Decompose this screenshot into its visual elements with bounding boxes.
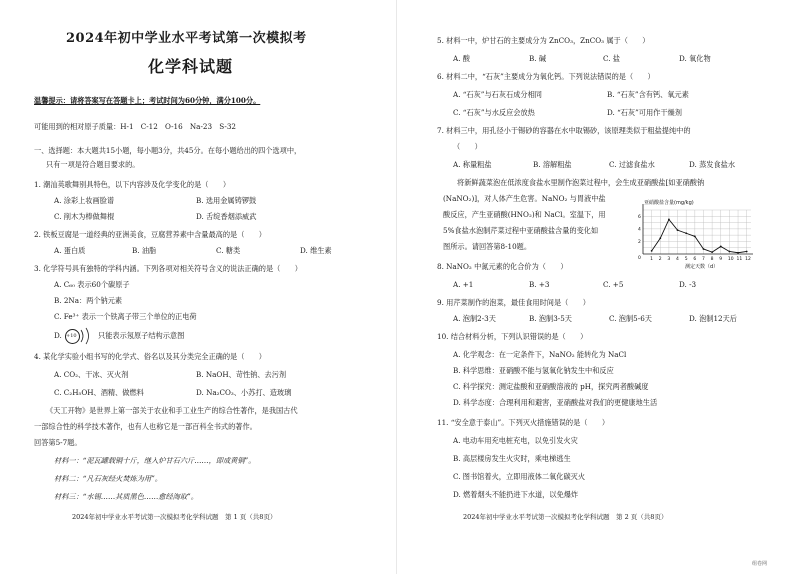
chart-data-point (746, 251, 748, 253)
chart-data-point (685, 232, 687, 234)
neon-atom-diagram (64, 326, 94, 346)
passage2-line-5: 图所示。请回答第8-10题。 (443, 242, 532, 251)
question-6-stem: 6. 材料二中，“石灰”主要成分为氧化钙。下列说法错误的是（ ） (437, 72, 655, 81)
question-8-option-c: C. +5 (603, 280, 624, 289)
question-5-option-a: A. 酸 (453, 54, 470, 63)
question-3-option-d-label: D. (54, 331, 62, 340)
chart-x-tick-label: 1 (650, 257, 654, 262)
question-7-option-a: A. 称量粗盐 (453, 160, 492, 169)
passage2-line-2: (NaNO₂)]，对人体产生危害。NaNO₂ 与胃液中盐 (443, 194, 606, 203)
chart-data-point (668, 219, 670, 221)
chart-data-point (720, 246, 722, 248)
chart-x-label: 测定天数（d） (685, 264, 719, 270)
question-9-option-d: D. 泡制12天后 (689, 314, 737, 323)
material-2: 材料二：“凡石灰经火焚炼为用”。 (54, 474, 162, 483)
question-11-option-b: B. 高层楼房发生火灾时，乘电梯逃生 (453, 454, 571, 463)
question-5-option-d: D. 氧化物 (679, 54, 711, 63)
question-3-option-c: C. Fe³⁺ 表示一个铁离子带三个单位的正电荷 (54, 312, 197, 321)
chart-data-point (651, 250, 653, 252)
chart-data-point (677, 229, 679, 231)
question-3-stem: 3. 化学符号具有独特的学科内涵。下列各项对相关符号含义的说法正确的是（ ） (34, 264, 302, 273)
passage2-line-4: 5%食盐水泡制芹菜过程中亚硝酸盐含量的变化如 (443, 226, 599, 235)
question-1-stem: 1. 潮汕英歌舞别具特色，以下内容涉及化学变化的是（ ） (34, 180, 231, 189)
question-7-option-d: D. 蒸发食盐水 (689, 160, 736, 169)
question-6-option-c: C. “石灰”与水反应会放热 (453, 108, 535, 117)
question-11-stem: 11. “安全意于泰山”。下列灭火措施错误的是（ ） (437, 418, 610, 427)
question-5-option-b: B. 碱 (529, 54, 547, 63)
question-8-stem: 8. NaNO₂ 中氮元素的化合价为（ ） (437, 262, 568, 271)
question-5-stem: 5. 材料一中，炉甘石的主要成分为 ZnCO₃，ZnCO₃ 属于（ ） (437, 36, 650, 45)
question-2-option-a: A. 蛋白质 (54, 246, 86, 255)
question-6-option-b: B. “石灰”含有钙、氧元素 (607, 90, 689, 99)
exam-notice: 温馨提示：请将答案写在答题卡上；考试时间为60分钟，满分100分。 (34, 96, 261, 105)
question-8-option-a: A. +1 (453, 280, 474, 289)
chart-origin-label: 0 (638, 256, 641, 261)
chart-x-tick-label: 9 (719, 257, 723, 262)
chart-x-tick-label: 3 (667, 257, 671, 262)
chart-x-tick-label: 12 (745, 257, 751, 262)
chart-svg (629, 198, 757, 272)
chart-data-point (659, 237, 661, 239)
question-8-option-b: B. +3 (529, 280, 550, 289)
chart-x-tick-label: 5 (684, 257, 688, 262)
passage-line-1: 《天工开物》是世界上第一部关于农业和手工业生产的综合性著作，是我国古代 (46, 406, 298, 415)
question-10-option-d: D. 科学态度：合理利用和避害，亚硝酸盐对我们的更健康地生活 (453, 398, 658, 407)
question-1-option-a: A. 涂彩上妆画脸谱 (54, 196, 115, 205)
question-1-option-c: C. 削木为棒做舞棍 (54, 212, 115, 221)
question-10-option-b: B. 科学思维：亚硝酸不能与氢氧化钠发生中和反应 (453, 366, 614, 375)
question-7-option-c: C. 过滤食盐水 (609, 160, 655, 169)
chart-x-tick-label: 7 (701, 257, 705, 262)
question-2-option-d: D. 维生素 (300, 246, 332, 255)
question-2-option-c: C. 糖类 (216, 246, 241, 255)
question-2-option-b: B. 油脂 (132, 246, 157, 255)
question-9-option-b: B. 泡制3-5天 (529, 314, 572, 323)
question-11-option-d: D. 燃着烟头不能扔进下水道，以免爆炸 (453, 490, 579, 499)
question-10-stem: 10. 结合材料分析，下列认识错误的是（ ） (437, 332, 588, 341)
nitrite-content-chart (629, 198, 757, 272)
chart-x-tick-label: 2 (658, 257, 662, 262)
question-4-stem: 4. 某化学实验小组书写的化学式、俗名以及其分类完全正确的是（ ） (34, 352, 266, 361)
chart-y-tick-label: 6 (638, 214, 641, 220)
chart-y-tick-label: 2 (638, 239, 641, 245)
chart-x-tick-label: 11 (736, 257, 743, 262)
question-9-stem: 9. 用芹菜制作的泡菜，最佳食用时间是（ ） (437, 298, 590, 307)
page-2-footer: 2024年初中学业水平考试第一次模拟考化学科试题 第 2 页（共8页） (463, 513, 668, 521)
section1-heading-1: 一、选择题：本大题共15小题，每小题3分，共45分。在每小题给出的四个选项中， (34, 146, 302, 155)
question-7-stem-2: （ ） (453, 142, 482, 151)
chart-x-tick-label: 8 (710, 257, 714, 262)
passage2-line-3: 酸反应，产生亚硝酸(HNO₂)和 NaCl。室温下，用 (443, 210, 606, 219)
question-6-option-d: D. “石灰”可用作干燥剂 (607, 108, 682, 117)
question-3-option-a: A. C₆₀ 表示60个碳原子 (54, 280, 130, 289)
chart-y-tick-label: 4 (638, 227, 641, 233)
chart-data-point (703, 248, 705, 250)
question-10-option-c: C. 科学探究：测定盐酸和亚硝酸溶液的 pH，探究两者酸碱度 (453, 382, 649, 391)
passage-line-3: 回答第5-7题。 (34, 438, 82, 447)
question-1-option-d: D. 舌绽香烟添威武 (196, 212, 257, 221)
question-8-option-d: D. -3 (679, 280, 697, 289)
question-10-option-a: A. 化学观念：在一定条件下，NaNO₂ 能转化为 NaCl (453, 350, 627, 359)
question-3-option-d: 只能表示氖原子结构示意图 (98, 331, 185, 340)
atomic-masses: 可能用到的相对原子质量：H-1 C-12 O-16 Na-23 S-32 (34, 122, 236, 131)
question-2-stem: 2. 铁板豆腐是一道经典的亚洲美食，豆腐营养素中含量最高的是（ ） (34, 230, 266, 239)
exam-title: 2024年初中学业水平考试第一次模拟考 (66, 31, 307, 46)
question-7-option-b: B. 溶解粗盐 (533, 160, 572, 169)
question-9-option-c: C. 泡制5-6天 (609, 314, 652, 323)
chart-x-tick-label: 4 (676, 257, 679, 262)
question-11-option-a: A. 电动车用充电桩充电，以免引发火灾 (453, 436, 578, 445)
exam-subject: 化学科试题 (148, 57, 234, 76)
chart-x-tick-label: 10 (727, 257, 734, 262)
watermark-logo: 组卷网 (752, 561, 768, 567)
question-9-option-a: A. 泡制2-3天 (453, 314, 496, 323)
page-1-footer: 2024年初中学业水平考试第一次模拟考化学科试题 第 1 页（共8页） (72, 513, 277, 521)
chart-data-point (694, 236, 696, 238)
question-4-option-c: C. C₂H₅OH、酒精、做燃料 (54, 388, 144, 397)
question-11-option-c: C. 图书馆着火，立即用液体二氧化碳灭火 (453, 472, 586, 481)
question-7-stem: 7. 材料三中，用孔径小于锡砂的容器在水中取锡砂，该原理类似于粗盐提纯中的 (437, 126, 691, 135)
atom-nucleus-label: +10 (66, 333, 77, 339)
section1-heading-2: 只有一项是符合题目要求的。 (46, 160, 140, 169)
chart-data-point (737, 252, 739, 254)
question-6-option-a: A. “石灰”与石灰石成分相同 (453, 90, 542, 99)
chart-data-point (711, 251, 713, 253)
question-4-option-b: B. NaOH、苛性钠、去污剂 (196, 370, 287, 379)
material-1: 材料一：“泥瓦罐载铜十斤，继入炉甘石六斤……，即成黄铜”。 (54, 456, 256, 465)
passage-line-2: 一部综合性的科学技术著作，也有人也称它是一部百科全书式的著作。 (34, 422, 257, 431)
question-3-option-b: B. 2Na：两个钠元素 (54, 296, 123, 305)
question-1-option-b: B. 选用金属铸锣鼓 (196, 196, 257, 205)
passage2-line-1: 将新鲜蔬菜泡在低浓度食盐水里制作泡菜过程中，会生成亚硝酸盐[如亚硝酸钠 (457, 178, 705, 187)
question-5-option-c: C. 盐 (603, 54, 620, 63)
question-4-option-a: A. CO₂、干冰、灭火剂 (54, 370, 129, 379)
material-3: 材料三：“水锡……其质黑色……愈经淘取”。 (54, 492, 198, 501)
exam-page-2 (397, 0, 794, 574)
chart-y-label: 亚硝酸盐含量(mg/kg) (644, 200, 694, 206)
chart-data-point (729, 251, 731, 253)
question-4-option-d: D. Na₂CO₃、小苏打、造玻璃 (196, 388, 292, 397)
chart-x-tick-label: 6 (693, 257, 697, 262)
